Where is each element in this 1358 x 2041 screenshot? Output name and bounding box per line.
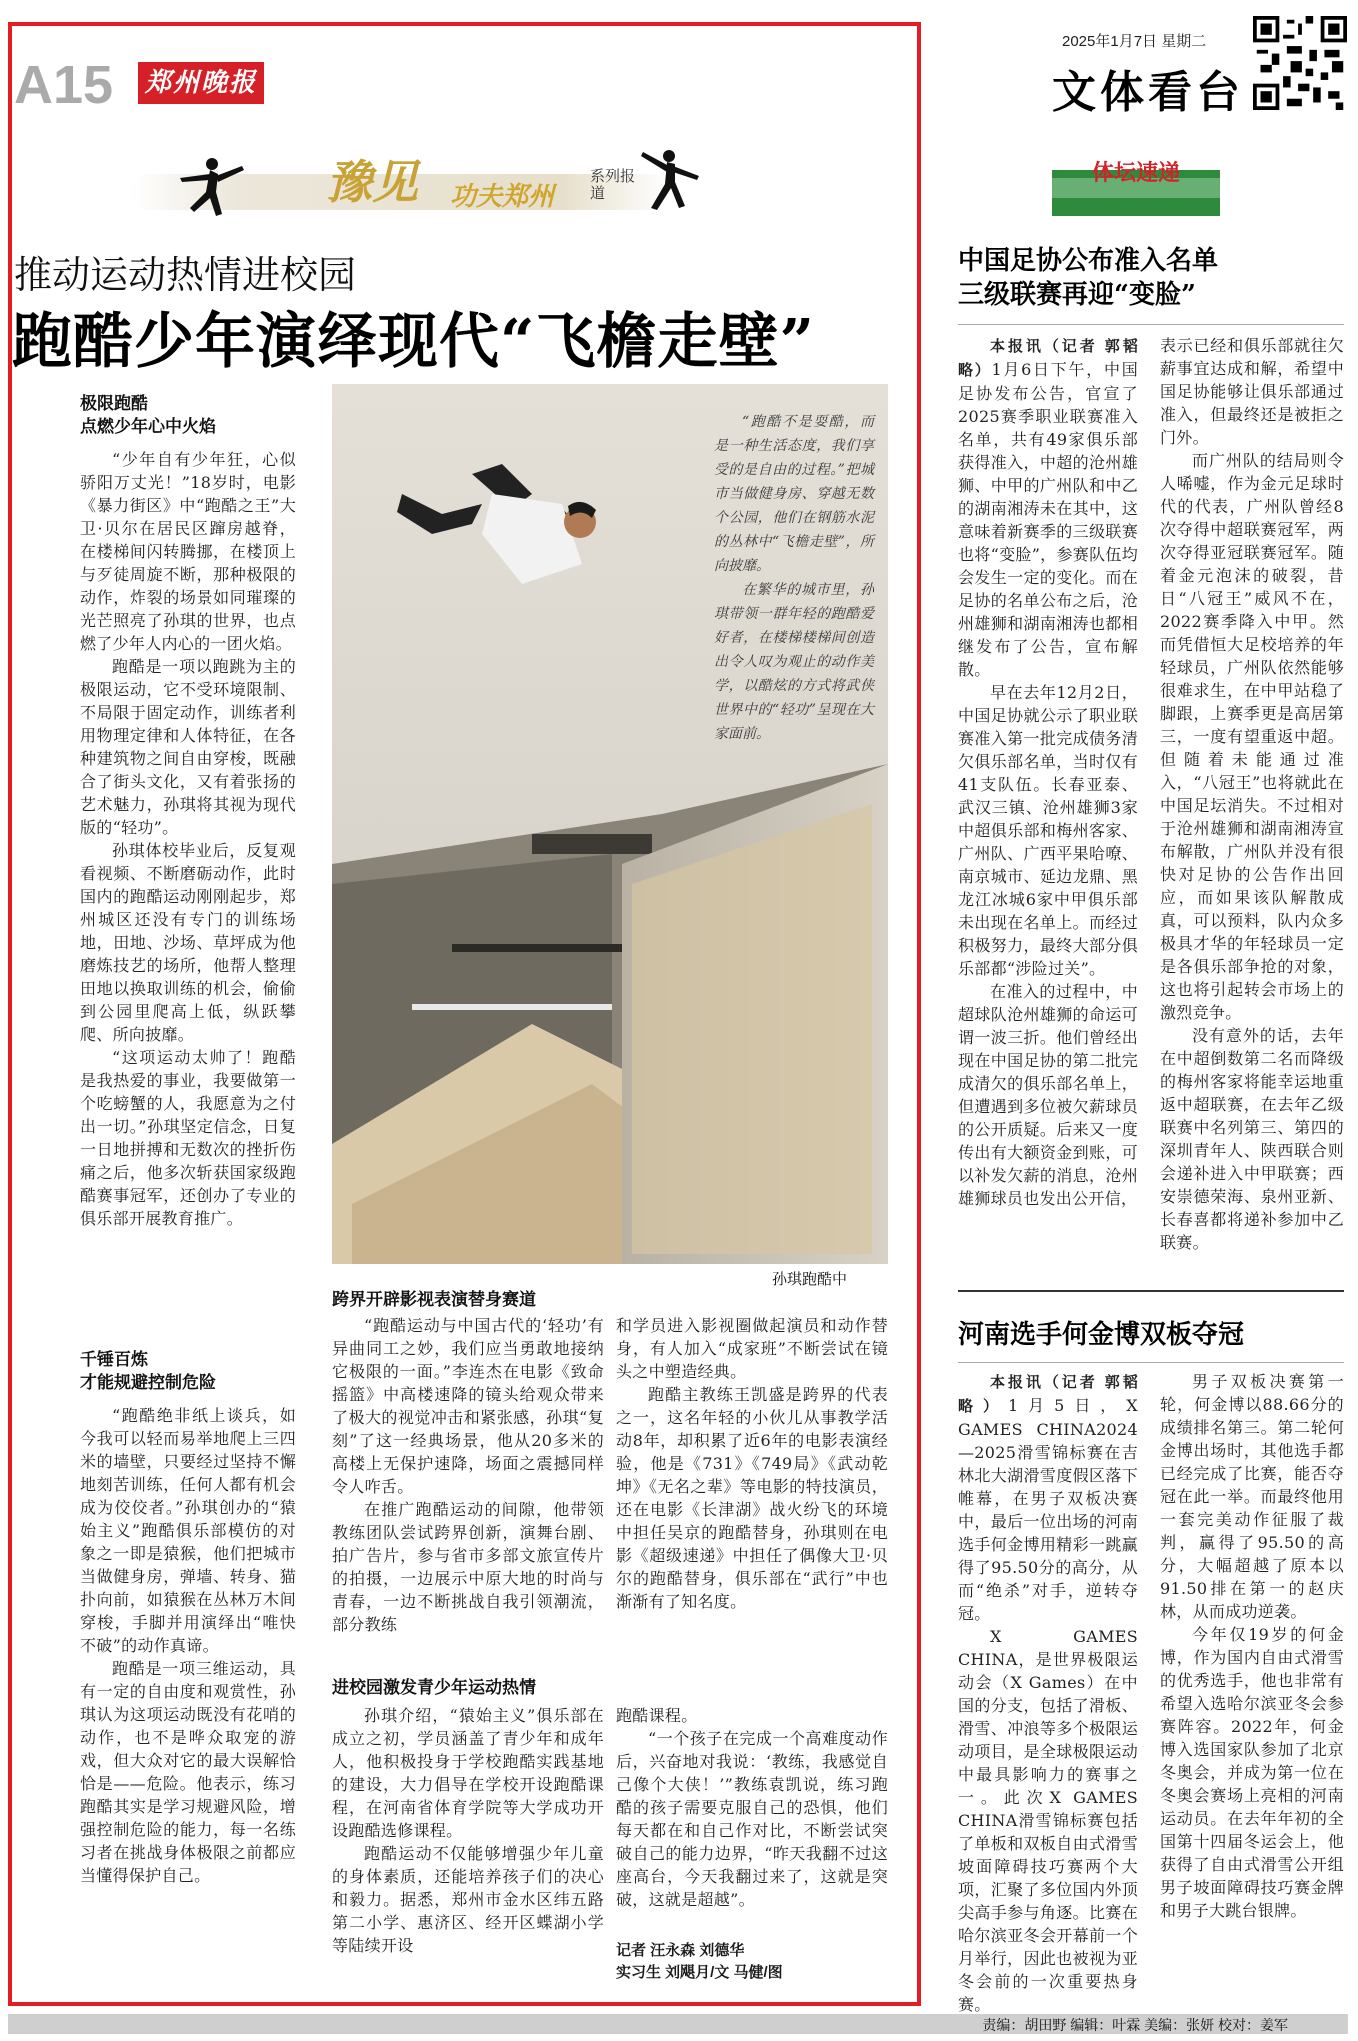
section-1 bbox=[80, 392, 296, 438]
football-body-a bbox=[958, 334, 1138, 1258]
divider bbox=[958, 324, 1344, 325]
paragraph: 孙琪介绍，“猿始主义”俱乐部在成立之初，学员涵盖了青少年和成年人，他积极投身于学校跑酷实践基地的建设，大力倡导在学校开设跑酷课程，在河南省体育学院等大学成功开设跑酷选修课程。 bbox=[332, 1706, 604, 1840]
paragraph: 没有意外的话，去年在中超倒数第二名而降级的梅州客家将能幸运地重返中超联赛，在去年乙级联赛中名列第三、第四的深圳青年人、陕西联合则会递补进入中甲联赛；西安崇德荣海、泉州亚新、长春喜都将递补参加中乙联赛。 bbox=[1160, 1026, 1344, 1252]
footer-bar bbox=[8, 2014, 1348, 2034]
section-2-body bbox=[80, 1404, 296, 1994]
series-banner bbox=[130, 138, 670, 220]
paragraph: “一个孩子在完成一个高难度动作后，兴奋地对我说：‘教练，我感觉自己像个大侠！’”教练袁凯说，练习跑酷的孩子需要克服自己的恐惧，他们每天都在和自己作对比，不断尝试突破自己的能力边界，“昨天我翻不过这座高台，今天我翻过来了，这就是突破，这就是超越”。 bbox=[616, 1729, 888, 1909]
ski-byline: 本报讯（记者 郭韬略） bbox=[958, 1374, 1138, 1415]
paragraph: 跑酷运动不仅能够增强少年儿童的身体素质，还能培养孩子们的决心和毅力。据悉，郑州市金水区纬五路第二小学、惠济区、经开区蝶湖小学等陆续开设 bbox=[332, 1844, 604, 1955]
paragraph: 在推广跑酷运动的间隙，他带领教练团队尝试跨界创新，演舞台剧、拍广告片，参与省市多部文旅宣传片的拍摄，一边展示中原大地的时尚与青春，一边不断挑战自我引领潮流，部分教练 bbox=[332, 1500, 604, 1634]
ski-body-a bbox=[958, 1370, 1138, 2014]
football-body-b bbox=[1160, 334, 1344, 1258]
quote-paragraph: “跑酷不是耍酷，而是一种生活态度，我们享受的是自由的过程。”把城市当做健身房、穿越无数个公园，他们在钢筋水泥的丛林中“飞檐走壁”，所向披靡。 bbox=[714, 414, 874, 574]
section-2-title: 千锤百炼 bbox=[80, 1350, 148, 1369]
paragraph: 1月6日下午，中国足协发布公告，官宣了2025赛季职业联赛准入名单，共有49家俱乐部获得准入，中超的沧州雄狮、中甲的广州队和中乙的湖南湘涛未在其中，这意味着新赛季的三级联赛也将“变脸”，参赛队伍均会发生一定的变化。而在足协的名单公布之后，沧州雄狮和湖南湘涛也都相继发布了公告，宣布解散。 bbox=[958, 360, 1138, 679]
paragraph: 和学员进入影视圈做起演员和动作替身，有人加入“成家班”不断尝试在镜头之中塑造经典。 bbox=[616, 1316, 888, 1381]
section-2 bbox=[80, 1348, 296, 1394]
section-1-body bbox=[80, 448, 296, 1318]
quote-paragraph: 在繁华的城市里，孙琪带领一群年轻的跑酷爱好者，在楼梯楼梯间创造出令人叹为观止的动作美学，以酷炫的方式将武侠世界中的“轻功”呈现在大家面前。 bbox=[714, 582, 874, 742]
section-2-subtitle: 才能规避控制危险 bbox=[80, 1373, 216, 1392]
paragraph: 跑酷是一项三维运动，具有一定的自由度和观赏性，孙琪认为这项运动既没有花哨的动作，也不是哗众取宠的游戏，但大众对它的最大误解恰恰是——危险。他表示，练习跑酷其实是学习规避风险，增强控制危险的能力，每一名练习者在挑战身体极限之前都应当懂得保护自己。 bbox=[80, 1659, 296, 1885]
section-3-body-b bbox=[604, 1314, 888, 1666]
kungfu-figure-right-icon bbox=[635, 146, 705, 212]
credit-interns: 实习生 刘飓月/文 马健/图 bbox=[616, 1964, 783, 1981]
divider bbox=[958, 1362, 1344, 1363]
paragraph: “跑酷运动与中国古代的‘轻功’有异曲同工之妙，我们应当勇敢地接纳它极限的一面。”李连杰在电影《致命摇篮》中高楼速降的镜头给观众带来了极大的视觉冲击和紧张感，孙琪“复刻”了这一经典场景，他从20多米的高楼上无保护速降，场面之震撼同样令人咋舌。 bbox=[332, 1316, 604, 1496]
article-kicker: 推动运动热情进校园 bbox=[14, 255, 357, 297]
paragraph: 1月5日，X GAMES CHINA2024—2025滑雪锦标赛在吉林北大湖滑雪度假区落下帷幕，在男子双板决赛中，最后一位出场的河南选手何金博用精彩一跳赢得了95.50分的高分，从而“绝杀”对手，逆转夺冠。 bbox=[958, 1396, 1138, 1623]
paragraph: 跑酷主教练王凯盛是跨界的代表之一，这名年轻的小伙儿从事教学活动8年，却积累了近6年的电影表演经验，他是《731》《749局》《武动乾坤》《无名之辈》等电影的特技演员，还在电影《长津湖》战火纷飞的环境中担任吴京的跑酷替身，孙琪则在电影《超级速递》中担任了偶像大卫·贝尔的跑酷替身，俱乐部在“武行”中也渐渐有了知名度。 bbox=[616, 1385, 888, 1611]
section-1-subtitle: 点燃少年心中火焰 bbox=[80, 417, 216, 436]
football-subtitle: 三级联赛再迎“变脸” bbox=[958, 280, 1196, 310]
paragraph: “少年自有少年狂，心似骄阳万丈光！”18岁时，电影《暴力街区》中“跑酷之王”大卫·贝尔在居民区蹿房越脊，在楼梯间闪转腾挪，在楼顶上与歹徒周旋不断，那种极限的动作，炸裂的场景如同璀璨的光芒照亮了孙琪的世界，也点燃了少年人内心的一团火焰。 bbox=[80, 450, 296, 653]
article-credits bbox=[616, 1940, 886, 1984]
paragraph: 跑酷课程。 bbox=[616, 1706, 698, 1725]
paragraph: 孙琪体校毕业后，反复观看视频、不断磨砺动作，此时国内的跑酷运动刚刚起步，郑州城区还没有专门的训练场地，田地、沙场、草坪成为他磨炼技艺的场所，他帮人整理田地以换取训练的机会，偷偷到公园里爬高上低，纵跃攀爬、所向披靡。 bbox=[80, 841, 296, 1044]
section-1-title: 极限跑酷 bbox=[80, 394, 148, 413]
series-name: 功夫郑州 bbox=[450, 182, 555, 212]
ski-body-b bbox=[1160, 1370, 1344, 2000]
article-headline: 跑酷少年演绎现代“飞檐走壁” bbox=[12, 307, 816, 377]
paragraph: “这项运动太帅了！跑酷是我热爱的事业，我要做第一个吃螃蟹的人，我愿意为之付出一切。”孙琪坚定信念，日复一日地拼搏和无数次的挫折伤痛之后，他多次斩获国家级跑酷赛事冠军，还创办了专业的俱乐部开展教育推广。 bbox=[80, 1048, 296, 1228]
paragraph: “跑酷绝非纸上谈兵，如今我可以轻而易举地爬上三四米的墙壁，只要经过坚持不懈地刻苦训练，任何人都有机会成为佼佼者。”孙琪创办的“猿始主义”跑酷俱乐部模仿的对象之一即是猿猴，他们把城市当做健身房，弹墙、转身、猫扑向前，如猿猴在丛林万木间穿梭，手脚并用演绎出“唯快不破”的动作真谛。 bbox=[80, 1406, 296, 1655]
section-4-body-a bbox=[332, 1704, 604, 1994]
paragraph: 表示已经和俱乐部就往欠薪事宜达成和解，希望中国足协能够让俱乐部通过准入，但最终还是被拒之门外。 bbox=[1160, 336, 1344, 447]
section-4-body-b bbox=[604, 1704, 888, 1928]
paragraph: 男子双板决赛第一轮，何金博以88.66分的成绩排名第三。第二轮何金博出场时，其他选手都已经完成了比赛，能否夺冠在此一举。而最终他用一套完美动作征服了裁判，赢得了95.50的高分，大幅超越了原本以91.50排在第一的赵庆林，从而成功逆袭。 bbox=[1160, 1372, 1344, 1621]
paragraph: 今年仅19岁的何金博，作为国内自由式滑雪的优秀选手，他也非常有希望入选哈尔滨亚冬会参赛阵容。2022年，何金博入选国家队参加了北京冬奥会，并成为第一位在冬奥会赛场上亮相的河南运动员。在去年年初的全国第十四届冬运会上，他获得了自由式滑雪公开组男子坡面障碍技巧赛金牌和男子大跳台银牌。 bbox=[1160, 1625, 1344, 1920]
section-3-title: 跨界开辟影视表演替身赛道 bbox=[332, 1290, 536, 1309]
newspaper-logo: 郑州晚报 bbox=[138, 62, 264, 104]
football-byline: 本报讯（记者 郭韬略） bbox=[958, 338, 1138, 379]
qr-code-icon[interactable] bbox=[1253, 16, 1347, 110]
paragraph: 早在去年12月2日，中国足协就公示了职业联赛准入第一批完成债务清欠俱乐部名单，当时仅有41支队伍。长春亚泰、武汉三镇、沧州雄狮3家中超俱乐部和梅州客家、广州队、广西平果哈嘹、南京城市、延边龙鼎、黑龙江冰城6家中甲俱乐部未出现在名单上。而经过积极努力，最终大部分俱乐部都“涉险过关”。 bbox=[958, 683, 1138, 978]
paragraph: 而广州队的结局则令人唏嘘，作为金元足球时代的代表，广州队曾经8次夺得中超联赛冠军，两次夺得亚冠联赛冠军。随着金元泡沫的破裂，昔日“八冠王”威风不在，2022赛季降入中甲。然而凭借恒大足校培养的年轻球员，广州队依然能够很难求生，在中甲站稳了脚跟，上赛季更是高居第三，一度有望重返中超。但随着未能通过准入，“八冠王”也将就此在中国足坛消失。不过相对于沧州雄狮和湖南湘涛宣布解散，广州队并没有很快对足协的公告作出回应，而如果该队解散成真，可以预料，队内众多极具才华的年轻球员一定是各俱乐部争抢的对象，这也将引起转会市场上的激烈竞争。 bbox=[1160, 451, 1344, 1022]
section-4-title: 进校园激发青少年运动热情 bbox=[332, 1678, 536, 1697]
section-3-body-a bbox=[332, 1314, 604, 1644]
pull-quote bbox=[714, 410, 874, 746]
ski-title: 河南选手何金博双板夺冠 bbox=[958, 1320, 1245, 1350]
photo-caption: 孙琪跑酷中 bbox=[772, 1271, 848, 1288]
paragraph: 在准入的过程中，中超球队沧州雄狮的命运可谓一波三折。他们曾经出现在中国足协的第二批完成清欠的俱乐部名单上，但遭遇到多位被欠薪球员的公开质疑。后来又一度传出有大额资金到账，可以补发欠薪的消息，沧州雄狮球员也发出公开信， bbox=[958, 982, 1138, 1208]
paragraph: 跑酷是一项以跑跳为主的极限运动，它不受环境限制、不局限于固定动作，训练者利用物理定律和人体特征，在各种建筑物之间自由穿梭，既融合了街头文化，又有着张扬的艺术魅力，孙琪将其视为现代版的“轻功”。 bbox=[80, 657, 296, 837]
page-number: A15 bbox=[14, 55, 114, 115]
credit-reporters: 记者 汪永森 刘德华 bbox=[616, 1942, 745, 1959]
series-logo: 豫见 bbox=[326, 155, 418, 209]
editor-credits: 责编：胡田野 编辑：叶霖 美编：张妍 校对：姜军 bbox=[982, 2017, 1288, 2033]
column-tag: 体坛速递 bbox=[1091, 160, 1180, 185]
kungfu-figure-icon bbox=[170, 156, 250, 220]
paragraph: X GAMES CHINA，是世界极限运动会（X Games）在中国的分支，包括了滑板、滑雪、冲浪等多个极限运动项目，是全球极限运动中最具影响力的赛事之一。此次X GAMES CHINA滑雪锦标赛包括了单板和双板自由式滑雪坡面障碍技巧赛两个大项，汇聚了多位国内外顶尖高手参与角逐。比赛在哈尔滨亚冬会开幕前一个月举行，因此也被视为亚冬会前的一次重要热身赛。 bbox=[958, 1627, 1138, 2014]
issue-date: 2025年1月7日 星期二 bbox=[1062, 33, 1207, 50]
parkour-photo bbox=[332, 384, 888, 1264]
section-title: 文体看台 bbox=[1052, 67, 1244, 118]
football-title: 中国足协公布准入名单 bbox=[958, 246, 1219, 276]
series-tag: 系列报道 bbox=[590, 168, 636, 202]
divider bbox=[958, 1290, 1344, 1292]
